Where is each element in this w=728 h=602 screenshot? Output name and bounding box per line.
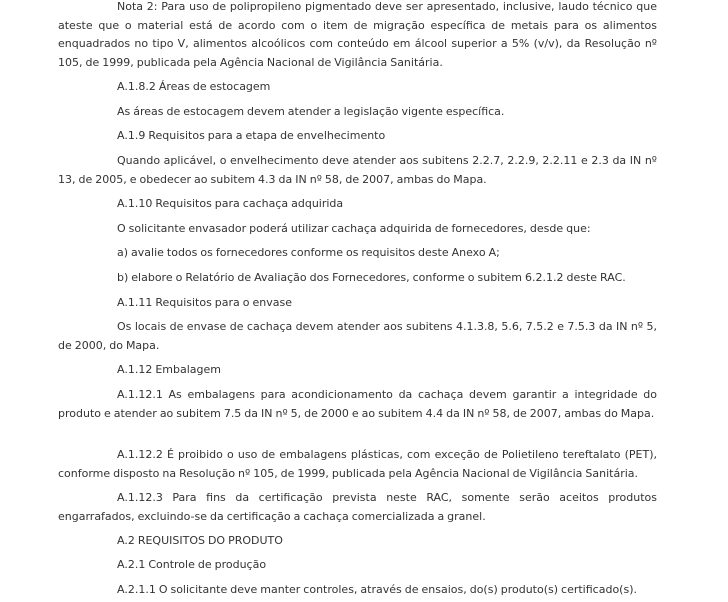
paragraph-controle-producao: A.2.1.1 O solicitante deve manter controles, através de ensaios, do(s) produto(s) certificado(s). (117, 583, 637, 596)
section-heading-areas-estocagem: A.1.8.2 Áreas de estocagem (117, 80, 271, 93)
list-item-b: b) elabore o Relatório de Avaliação dos Fornecedores, conforme o subitem 6.2.1.2 deste RAC. (117, 271, 626, 284)
paragraph-envase: Os locais de envase de cachaça devem atender aos subitens 4.1.3.8, 5.6, 7.5.2 e 7.5.3 da IN nº 5, de 2000, do Mapa. (58, 320, 657, 352)
section-heading-envase: A.1.11 Requisitos para o envase (117, 296, 292, 309)
section-heading-embalagem: A.1.12 Embalagem (117, 363, 221, 376)
paragraph-areas-estocagem: As áreas de estocagem devem atender a legislação vigente específica. (117, 105, 505, 118)
paragraph-embalagem-3: A.1.12.3 Para fins da certificação prevista neste RAC, somente serão aceitos produtos engarrafados, excluindo-se da certificação a cachaça comercializada a granel. (58, 491, 657, 523)
section-heading-controle-producao: A.2.1 Controle de produção (117, 558, 267, 571)
paragraph-embalagem-2: A.1.12.2 É proibido o uso de embalagens plásticas, com exceção de Polietileno tereftalato (PET), conforme disposto na Resolução nº 105, de 1999, publicada pela Agência Nacional de Vigilância Sanitária. (58, 448, 657, 480)
paragraph-envelhecimento: Quando aplicável, o envelhecimento deve atender aos subitens 2.2.7, 2.2.9, 2.2.11 e 2.3 da IN nº 13, de 2005, e obedecer ao subitem 4.3 da IN nº 58, de 2007, ambas do Mapa. (58, 154, 657, 186)
list-item-a: a) avalie todos os fornecedores conforme os requisitos deste Anexo A; (117, 246, 500, 259)
paragraph-embalagem-1: A.1.12.1 As embalagens para acondicionamento da cachaça devem garantir a integridade do produto e atender ao subitem 7.5 da IN nº 5, de 2000 e ao subitem 4.4 da IN nº 58, de 2007, ambas do Mapa. (58, 388, 657, 420)
section-heading-envelhecimento: A.1.9 Requisitos para a etapa de envelhecimento (117, 129, 386, 142)
paragraph-solicitante-envasador: O solicitante envasador poderá utilizar cachaça adquirida de fornecedores, desde que: (117, 222, 591, 235)
section-heading-requisitos-produto: A.2 REQUISITOS DO PRODUTO (117, 534, 283, 547)
nota-2-paragraph: Nota 2: Para uso de polipropileno pigmentado deve ser apresentado, inclusive, laudo técnico que ateste que o material está de acordo com o item de migração específica de metais para os alimentos enquadrados no tipo V, alimentos alcoólicos com conteúdo em álcool superior a 5% (v/v), da Resolução nº 105, de 1999, publicada pela Agência Nacional de Vigilância Sanitária. (58, 0, 657, 69)
section-heading-cachaca-adquirida: A.1.10 Requisitos para cachaça adquirida (117, 197, 344, 210)
